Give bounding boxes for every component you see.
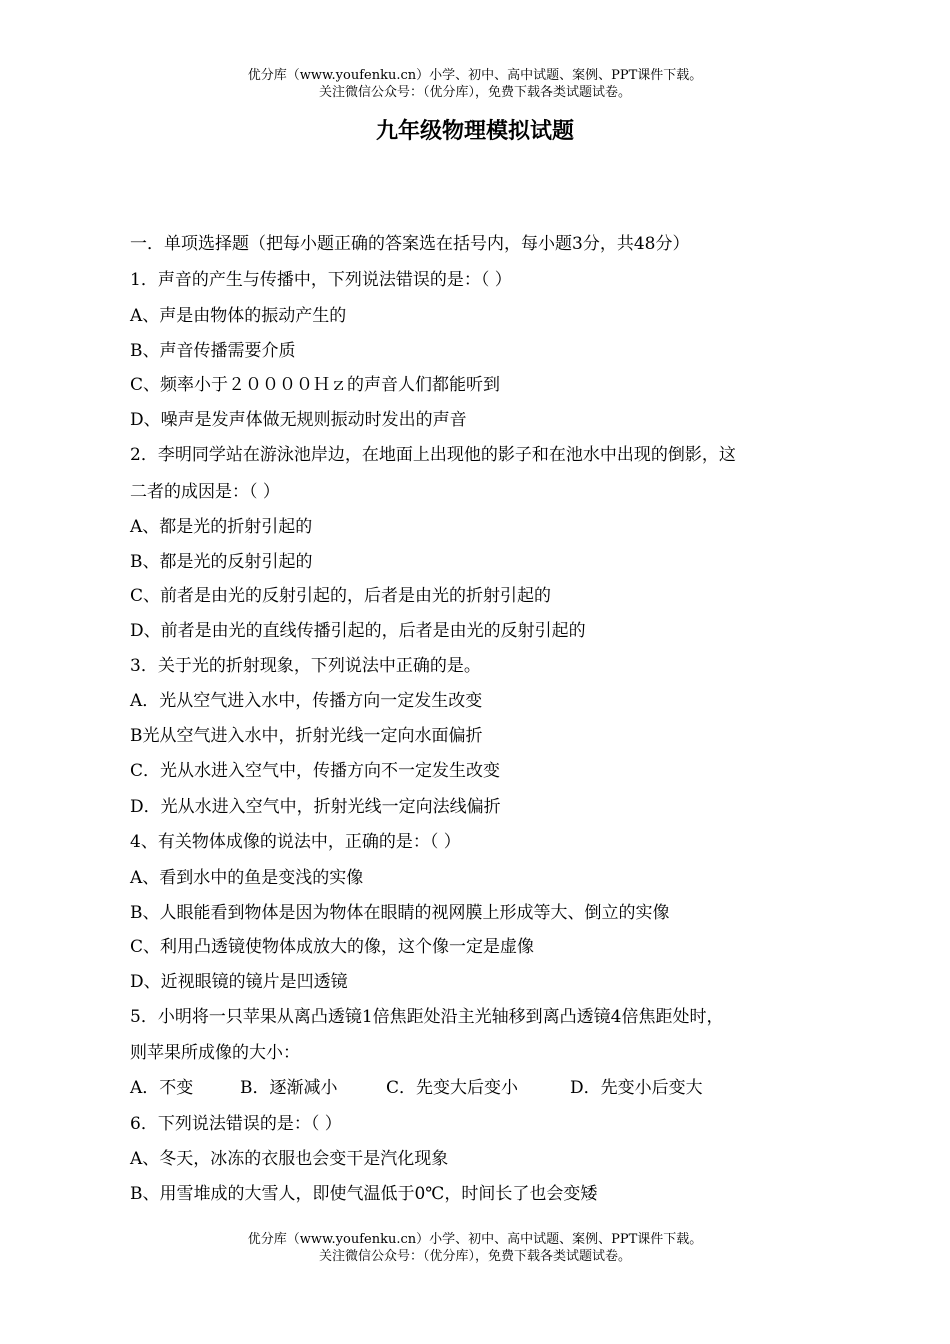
q4-option-a: A、看到水中的鱼是变浅的实像 [130, 868, 364, 888]
q1-option-b: B、声音传播需要介质 [130, 341, 296, 361]
q1-option-a: A、声是由物体的振动产生的 [130, 306, 347, 326]
q3-option-b: B光从空气进入水中，折射光线一定向水面偏折 [130, 726, 483, 746]
q2-option-b: B、都是光的反射引起的 [130, 552, 313, 572]
header-line-2: 关注微信公众号：（优分库），免费下载各类试题试卷。 [318, 85, 631, 100]
q4-stem: 4、有关物体成像的说法中，正确的是：（ ） [130, 832, 461, 852]
q1-stem: 1．声音的产生与传播中，下列说法错误的是：（ ） [130, 270, 512, 290]
q3-option-d: D．光从水进入空气中，折射光线一定向法线偏折 [130, 797, 501, 817]
page-header [0, 67, 950, 101]
q2-option-d: D、前者是由光的直线传播引起的，后者是由光的反射引起的 [130, 621, 586, 641]
q4-option-b: B、人眼能看到物体是因为物体在眼睛的视网膜上形成等大、倒立的实像 [130, 903, 670, 923]
q2-option-c: C、前者是由光的反射引起的，后者是由光的折射引起的 [130, 586, 552, 606]
q5-stem-line-2: 则苹果所成像的大小： [130, 1043, 300, 1063]
q3-stem: 3．关于光的折射现象，下列说法中正确的是。 [130, 656, 481, 676]
q3-option-c: C．光从水进入空气中，传播方向不一定发生改变 [130, 761, 501, 781]
q4-option-c: C、利用凸透镜使物体成放大的像，这个像一定是虚像 [130, 937, 535, 957]
page-title: 九年级物理模拟试题 [375, 118, 574, 144]
footer-line-2: 关注微信公众号：（优分库），免费下载各类试题试卷。 [318, 1249, 631, 1264]
q3-option-a: A．光从空气进入水中，传播方向一定发生改变 [130, 691, 483, 711]
q5-options-row [130, 1076, 703, 1100]
q2-option-a: A、都是光的折射引起的 [130, 517, 313, 537]
q6-option-a: A、冬天，冰冻的衣服也会变干是汽化现象 [130, 1149, 449, 1169]
q6-stem: 6．下列说法错误的是：（ ） [130, 1114, 342, 1134]
q2-stem-line-2: 二者的成因是：（ ） [130, 482, 280, 502]
section-heading: 一．单项选择题（把每小题正确的答案选在括号内，每小题3分，共48分） [130, 234, 690, 254]
q4-option-d: D、近视眼镜的镜片是凹透镜 [130, 972, 348, 992]
footer-line-1: 优分库（www.youfenku.cn）小学、初中、高中试题、案例、PPT课件下载。 [247, 1232, 703, 1247]
page-footer [0, 1231, 950, 1265]
q5-option-c: C．先变大后变小 [386, 1078, 519, 1098]
q5-option-d: D．先变小后变大 [570, 1078, 703, 1098]
q5-option-a: A．不变 [130, 1078, 194, 1098]
q5-stem-line-1: 5．小明将一只苹果从离凸透镜1倍焦距处沿主光轴移到离凸透镜4倍焦距处时， [130, 1007, 724, 1027]
q1-option-c: C、频率小于２００００Ｈｚ的声音人们都能听到 [130, 375, 501, 395]
q6-option-b: B、用雪堆成的大雪人，即使气温低于0℃，时间长了也会变矮 [130, 1184, 598, 1204]
q1-option-d: D、噪声是发声体做无规则振动时发出的声音 [130, 410, 467, 430]
header-line-1: 优分库（www.youfenku.cn）小学、初中、高中试题、案例、PPT课件下载。 [247, 68, 703, 83]
q5-option-b: B．逐渐减小 [240, 1078, 338, 1098]
q2-stem-line-1: 2．李明同学站在游泳池岸边，在地面上出现他的影子和在池水中出现的倒影，这 [130, 445, 736, 465]
